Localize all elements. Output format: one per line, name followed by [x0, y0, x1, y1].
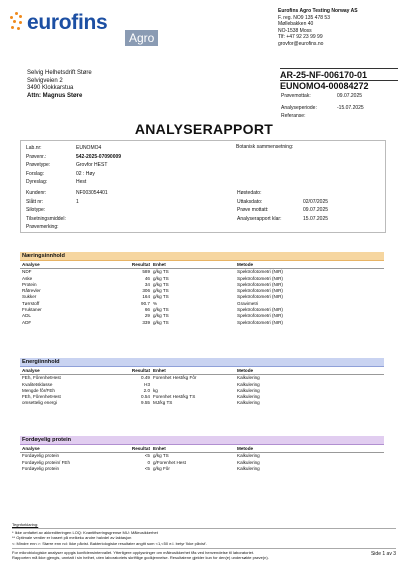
cell-analyse: FEh, FôrenhetHest [22, 375, 61, 381]
cell-metode: Kalkulering [237, 453, 260, 459]
info-label: Prøve mottatt: [237, 207, 269, 214]
info-label: Prøvemerking: [26, 224, 59, 231]
cell-metode: Kalkulering [237, 381, 260, 387]
cell-analyse: omsettelig energi [22, 400, 57, 406]
info-value: 02/07/2025 [303, 198, 329, 205]
cell-metode: Spektrofotometri (NIR) [237, 313, 283, 319]
botanical-label: Botanisk sammensetning: [236, 144, 294, 150]
col-resultat: Resultat [94, 368, 150, 375]
lab-email: grovfor@eurofins.no [278, 40, 324, 47]
agro-badge: Agro [125, 30, 158, 46]
recipient-line: Selvigveien 2 [27, 77, 63, 84]
cell-resultat: 66 [144, 307, 150, 313]
info-value: 15.07.2025 [303, 215, 329, 222]
info-label: Prøvenr.: [26, 153, 47, 160]
cell-metode: Spektrofotometri (NIR) [237, 281, 283, 287]
cell-analyse: Råtrevler [22, 288, 41, 294]
cell-analyse: Fordøyelig protein [22, 465, 60, 471]
col-resultat: Resultat [94, 262, 150, 269]
info-value [75, 206, 109, 215]
cell-resultat: <5 [144, 453, 150, 459]
cell-enhet: % [153, 300, 158, 306]
cell-analyse: Fruktaner [22, 307, 42, 313]
cell-resultat: 0.54 [141, 394, 150, 400]
section-fordoyelig-protein [20, 436, 384, 472]
cell-resultat: 306 [142, 288, 150, 294]
cell-resultat: 2.0 [143, 387, 150, 393]
cell-analyse: ADF [22, 319, 32, 325]
col-enhet: Enhet [150, 368, 237, 375]
info-value: EUNOMO4 [76, 145, 102, 151]
sample-info-right2 [236, 189, 329, 223]
sample-code: EUNOMO4-00084272 [280, 80, 398, 91]
cell-enhet: g/kg TS [153, 319, 169, 325]
disclaimer-line: Rapporten må ikke gjengis, unntatt i sin helhet, uten laboratoriets skriftlige godkjennelse. Resultatene gjelder kun for den(e) undersøkte prøve(n). [12, 555, 269, 561]
cell-metode: Kalkulering [237, 375, 260, 381]
cell-analyse: ADL [22, 313, 31, 319]
table-row [20, 375, 384, 382]
table-row [20, 400, 384, 406]
lab-line: F. reg. NO9 135 478 53 [278, 14, 330, 21]
cell-analyse: Protein [22, 281, 37, 287]
cell-resultat: 339 [142, 319, 150, 325]
sample-info-left2 [25, 189, 109, 232]
recipient-line: 3490 Klokkarstua [27, 85, 74, 92]
cell-resultat: <5 [144, 465, 150, 471]
lab-name: Eurofins Agro Testing Norway AS [278, 8, 358, 14]
cell-resultat: 589 [142, 269, 150, 275]
meta-label: Analyseperiode: [281, 104, 317, 111]
cell-analyse: Mengde fôr/FEh [22, 387, 55, 393]
cell-enhet: g/kg TS [153, 288, 169, 294]
lab-line: Tlf: +47 92 23 99 99 [278, 34, 323, 41]
table-row [20, 466, 384, 472]
cell-analyse: Fordøyelig protein/ FEh [22, 459, 70, 465]
cell-resultat: 164 [142, 294, 150, 300]
cell-metode: Spektrofotometri (NIR) [237, 294, 283, 300]
lab-address [278, 8, 406, 48]
info-label: Uttaksdato: [237, 198, 263, 205]
meta-label: Prøvemottak: [281, 93, 311, 99]
cell-analyse: Sukker [22, 294, 37, 300]
cell-metode: Spektrofotometri (NIR) [237, 307, 283, 313]
legend-heading: Tegnforklaring: [12, 522, 39, 527]
cell-enhet: g/kg TS [153, 275, 169, 281]
cell-metode: Spektrofotometri (NIR) [237, 275, 283, 281]
recipient-block [27, 70, 92, 100]
info-value: 02 : Høy [76, 170, 95, 177]
meta-value: 09.07.2025 [337, 93, 363, 99]
eurofins-logo-text: eurofins [27, 11, 108, 34]
cell-analyse: NDF [22, 269, 32, 275]
results-table [20, 368, 384, 407]
info-label: Prøvetype: [26, 162, 51, 169]
info-value [75, 223, 109, 232]
info-value: 09.07.2025 [303, 207, 329, 214]
cell-analyse: Aske [22, 275, 33, 281]
col-resultat: Resultat [94, 446, 150, 453]
section-naeringsinnhold [20, 252, 384, 326]
cell-enhet: g/kg TS [153, 307, 169, 313]
section-title: Fordøyelig protein [20, 436, 384, 444]
info-label: Forslag: [26, 170, 45, 177]
section-energiinnhold [20, 358, 384, 407]
info-value: Grovfor HEST [76, 162, 108, 169]
table-header [20, 446, 384, 453]
cell-enhet: g/kg TS [153, 313, 169, 319]
info-label: Analyserapport klar: [237, 215, 282, 222]
results-table [20, 446, 384, 472]
cell-resultat: 90.7 [141, 300, 150, 306]
section-title: Næringsinnhold [20, 252, 384, 260]
meta-value [336, 112, 365, 121]
recipient-attn: Attn: Magnus Støre [27, 92, 83, 99]
cell-analyse: Kvalitetsklasse [22, 381, 53, 387]
legend-block [12, 522, 396, 560]
info-value: 542-2025-07090009 [76, 153, 122, 160]
info-value: NF003054401 [76, 190, 108, 196]
cell-enhet: g/Forenhet Hest [153, 459, 186, 465]
cell-analyse: Tørrstoff [22, 300, 40, 306]
table-row [20, 269, 384, 276]
disclaimer-line: For mikrobiologiske analyser oppgis konfidensintervallet. Ytterligere opplysninger om måleusikkerhet fås ved henvendelse til laboratoriet. [12, 549, 255, 555]
cell-enhet: kg [153, 387, 158, 393]
cell-resultat: 29 [144, 313, 150, 319]
page-number: Side 1 av 3 [370, 550, 396, 557]
recipient-line: Selvig Helhetsdrift Støre [27, 70, 92, 76]
cell-metode: Kalkulering [237, 465, 260, 471]
cell-resultat: 0 [147, 459, 150, 465]
cell-analyse: Fordøyelig protein [22, 453, 60, 459]
cell-analyse: FEh, FôrenhetHest [22, 394, 61, 400]
col-enhet: Enhet [150, 446, 237, 453]
table-row [20, 453, 384, 460]
cell-enhet: MJ/kg TS [153, 400, 173, 406]
info-label: Lab.nr: [26, 145, 42, 151]
col-analyse: Analyse [20, 446, 94, 453]
info-label: Tilsetningsmiddel: [26, 215, 66, 222]
legend-line: * Ikke omfattet av akkrediteringen LOQ: Kvantifiseringsgrense MU: Måleusikkerhet [12, 530, 158, 536]
cell-resultat: 46 [144, 275, 150, 281]
report-id-block [280, 68, 398, 121]
info-label: Silotype: [26, 207, 46, 214]
col-enhet: Enhet [150, 262, 237, 269]
cell-metode: Gravimetri [237, 300, 259, 306]
table-header [20, 262, 384, 269]
info-label: Kundenr: [26, 190, 47, 196]
cell-metode: Kalkulering [237, 394, 260, 400]
cell-metode: Spektrofotometri (NIR) [237, 269, 283, 275]
sample-info-box [20, 140, 386, 233]
cell-metode: Spektrofotometri (NIR) [237, 288, 283, 294]
meta-label: Referanse: [281, 113, 306, 120]
cell-resultat: H3 [144, 381, 150, 387]
info-value [302, 189, 329, 198]
results-table [20, 262, 384, 326]
cell-resultat: 9.55 [141, 400, 150, 406]
ar-number: AR-25-NF-006170-01 [280, 68, 398, 80]
col-analyse: Analyse [20, 368, 94, 375]
col-analyse: Analyse [20, 262, 94, 269]
info-value: 1 [76, 198, 79, 205]
col-metode: Metode [237, 262, 384, 269]
cell-resultat: 34 [144, 281, 150, 287]
meta-value: -15.07.2025 [337, 104, 364, 111]
lab-line: Møllebakken 40 [278, 21, 314, 28]
eurofins-logo-mark [10, 12, 24, 32]
info-value [75, 215, 109, 224]
lab-line: NO-1538 Moss [278, 27, 312, 34]
col-metode: Metode [237, 446, 384, 453]
cell-enhet: g/kg TS [153, 453, 169, 459]
table-header [20, 368, 384, 375]
info-label: Høstedato: [237, 190, 262, 196]
legend-line: ** Optimale verdier er basert på melkeku andre halvdel av laktasjon [12, 535, 132, 541]
cell-enhet: g/kg TS [153, 269, 169, 275]
cell-metode: Kalkulering [237, 459, 260, 465]
table-row [20, 320, 384, 326]
report-meta [280, 92, 365, 121]
col-metode: Metode [237, 368, 384, 375]
info-label: Slått nr: [26, 198, 44, 205]
legend-line: <: Mindre enn >: Større enn nd: Ikke påvist. Bakteriologiske resultater angitt som <1,<50 e.l. betyr 'ikke påvist'. [12, 540, 207, 546]
cell-enhet: Forenhet Hest/kg Fôr [153, 375, 197, 381]
cell-enhet: Forenhet Hest/kg TS [153, 394, 196, 400]
cell-enhet: g/kg TS [153, 281, 169, 287]
cell-metode: Spektrofotometri (NIR) [237, 319, 283, 325]
cell-metode: Kalkulering [237, 387, 260, 393]
sample-info-left [25, 144, 122, 187]
cell-enhet: g/kg Fôr [153, 465, 170, 471]
report-title: ANALYSERAPPORT [134, 121, 274, 137]
section-title: Energiinnhold [20, 358, 384, 366]
cell-metode: Kalkulering [237, 400, 260, 406]
info-label: Dyreslag: [26, 179, 48, 186]
cell-resultat: 0.49 [141, 375, 150, 381]
cell-enhet: g/kg TS [153, 294, 169, 300]
info-value: Hest [76, 179, 87, 186]
